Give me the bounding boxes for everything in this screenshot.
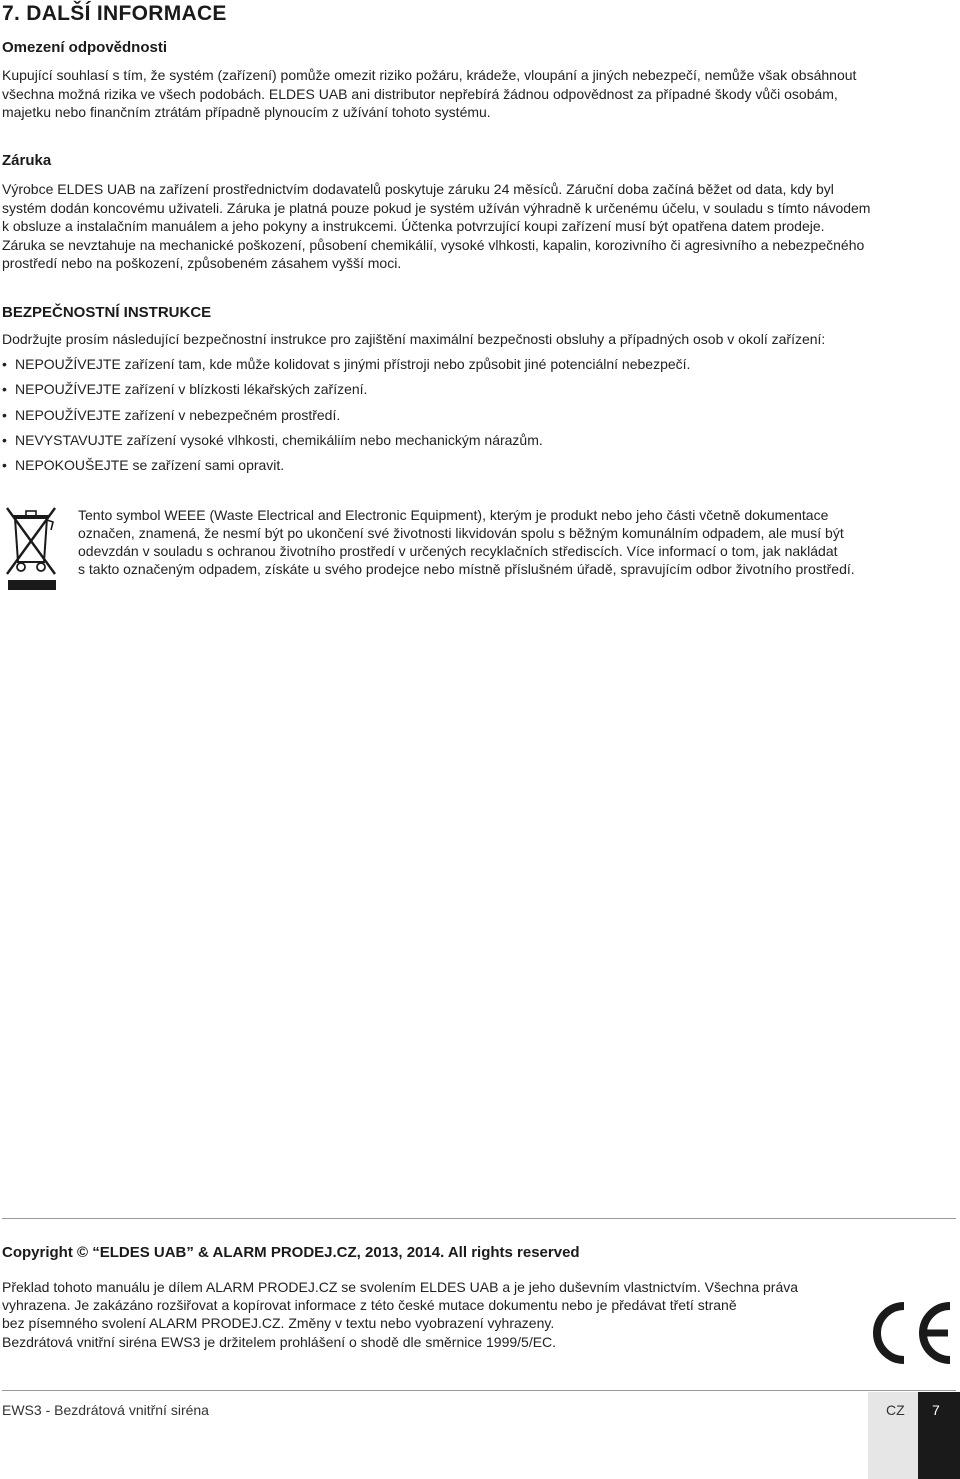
disclaimer-heading: Omezení odpovědnosti: [2, 39, 168, 56]
notice-line: bez písemného svolení ALARM PRODEJ.CZ. Změny v textu nebo vyobrazení vyhrazeny.: [2, 1315, 555, 1332]
weee-line: odevzdán v souladu s ochranou životního prostředí v určených recyklačních střediscích. Více informací o tom, jak nakládat: [78, 543, 838, 559]
safety-item-text: NEPOKOUŠEJTE se zařízení sami opravit.: [15, 457, 285, 474]
list-item: [2, 456, 942, 481]
warranty-line: prostředí nebo na poškození, způsobeném zásahem vyšší moci.: [2, 255, 402, 271]
safety-intro: [2, 330, 956, 349]
bullet-icon: •: [2, 356, 7, 372]
copyright-line: Copyright © “ELDES UAB” & ALARM PRODEJ.CZ, 2013, 2014. All rights reserved: [2, 1244, 580, 1261]
list-item: [2, 380, 942, 405]
weee-notice: [78, 506, 958, 578]
section-divider: [2, 1218, 956, 1219]
safety-item-text: NEPOUŽÍVEJTE zařízení v nebezpečném prostředí.: [15, 406, 341, 423]
weee-line: s takto označeným odpadem, získáte u svého prodejce nebo místně příslušném úřadě, spravujícím odbor životního prostředí.: [78, 561, 855, 577]
list-item: [2, 355, 942, 380]
bullet-icon: •: [2, 457, 7, 474]
weee-line: označen, znamená, že nesmí být po ukončení své životnosti likvidován spolu s běžným komunálním odpadem, ale musí být: [78, 525, 844, 541]
safety-item-text: NEPOUŽÍVEJTE zařízení v blízkosti lékařských zařízení.: [15, 381, 368, 398]
warranty-line: k obsluze a instalačním manuálem a jeho pokyny a instrukcemi. Účtenka potvrzující koupi zařízení musí být opatřena datem prodeje.: [2, 218, 825, 234]
footer-doc-title: EWS3 - Bezdrátová vnitřní siréna: [2, 1402, 209, 1418]
warranty-line: Výrobce ELDES UAB na zařízení prostřednictvím dodavatelů poskytuje záruku 24 měsíců. Záruční doba začíná běžet od data, kdy byl: [2, 181, 834, 197]
notice-line: vyhrazena. Je zakázáno rozšiřovat a kopírovat informace z této české mutace dokumentu nebo je předávat třetí straně: [2, 1297, 737, 1314]
list-item: [2, 431, 942, 456]
warranty-line: Záruka se nevztahuje na mechanické poškození, působení chemikálií, vysoké vlhkosti, kapalin, korozivního či agresivního a nebezpečného: [2, 236, 865, 253]
bullet-icon: •: [2, 381, 7, 398]
safety-heading: BEZPEČNOSTNÍ INSTRUKCE: [2, 304, 212, 321]
language-badge: [868, 1392, 918, 1479]
notice-line: Překlad tohoto manuálu je dílem ALARM PRODEJ.CZ se svolením ELDES UAB a je jeho duševním vlastnictvím. Všechna práva: [2, 1279, 799, 1295]
ce-mark-icon: [864, 1300, 956, 1366]
warranty-heading: Záruka: [2, 152, 52, 169]
list-item: [2, 406, 942, 431]
safety-item-text: NEPOUŽÍVEJTE zařízení tam, kde může kolidovat s jinými přístroji nebo způsobit jiné potenciální nebezpečí.: [15, 356, 691, 372]
bullet-icon: •: [2, 431, 7, 448]
footer-divider: [2, 1390, 956, 1391]
warranty-line: systém dodán koncovému uživateli. Záruka je platná pouze pokud je systém užíván výhradně k určenému účelu, v souladu s tímto návodem: [2, 199, 871, 216]
disclaimer-text: [2, 66, 956, 122]
safety-intro-text: Dodržujte prosím následující bezpečnostní instrukce pro zajištění maximální bezpečnosti obsluhy a případných osob v okolí zařízení:: [2, 331, 826, 347]
notice-line: Bezdrátová vnitřní siréna EWS3 je držitelem prohlášení o shodě dle směrnice 1999/5/EC.: [2, 1333, 557, 1350]
weee-line: Tento symbol WEEE (Waste Electrical and Electronic Equipment), kterým je produkt nebo jeho části včetně dokumentace: [78, 507, 829, 523]
page-number: 7: [932, 1402, 940, 1418]
bullet-icon: •: [2, 406, 7, 423]
page-number-badge: [918, 1392, 960, 1479]
disclaimer-line: Kupující souhlasí s tím, že systém (zařízení) pomůže omezit riziko požáru, krádeže, vloupání a jiných nebezpečí, nemůže však obsáhnout: [2, 67, 857, 83]
page-title: 7. DALŠÍ INFORMACE: [2, 2, 227, 25]
disclaimer-line: všechna možná rizika ve všech podobách. ELDES UAB ani distributor nepřebírá žádnou odpovědnost za případné škody vůči osobám,: [2, 85, 838, 102]
translation-notice: [2, 1278, 882, 1351]
disclaimer-line: majetku nebo finančním ztrátám případně plynoucím z užívání tohoto systému.: [2, 104, 491, 120]
language-label: CZ: [886, 1402, 905, 1418]
safety-item-text: NEVYSTAVUJTE zařízení vysoké vlhkosti, chemikáliím nebo mechanickým nárazům.: [15, 431, 543, 448]
safety-list: [2, 355, 942, 481]
warranty-text: [2, 180, 956, 273]
crossed-out-wheelie-bin-icon: [4, 500, 58, 592]
